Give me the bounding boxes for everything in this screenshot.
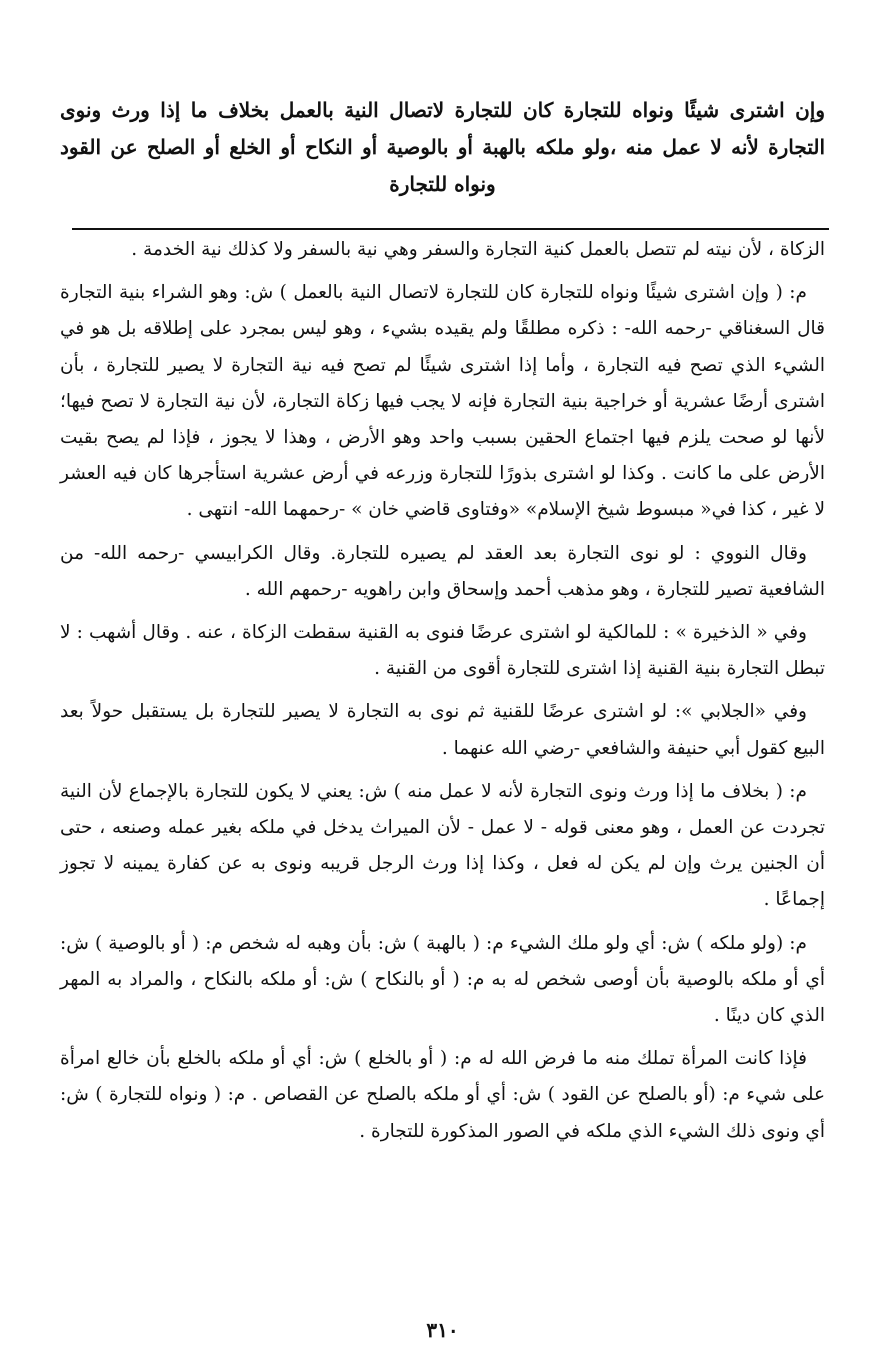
- commentary-paragraph: م: ( بخلاف ما إذا ورث ونوى التجارة لأنه لا عمل منه ) ش: يعني لا يكون للتجارة بالإجماع لأن النية تجردت عن العمل ، وهو معنى قوله - لا عمل - لأن الميراث يدخل في ملكه بغير عمله وصنعه ، حتى أن الجنين يرث وإن لم يكن له فعل ، وكذا إذا ورث الرجل قريبه ونوى به عن كفارة يمينه لا تجوز إجماعًا .: [60, 780, 825, 911]
- commentary-paragraph: م: (ولو ملكه ) ش: أي ولو ملك الشيء م: ( بالهبة ) ش: بأن وهبه له شخص م: ( أو بالوصية ) ش: أي أو ملكه بالوصية بأن أوصى شخص له به م: ( أو بالنكاح ) ش: أو ملكه بالنكاح ، والمراد به المهر الذي كان دينًا .: [60, 932, 825, 1027]
- commentary-paragraph: فإذا كانت المرأة تملك منه ما فرض الله له م: ( أو بالخلع ) ش: أي أو ملكه بالخلع بأن خالع امرأة على شيء م: (أو بالصلح عن القود ) ش: أي أو ملكه بالصلح عن القصاص . م: ( ونواه للتجارة ) ش: أي ونوى ذلك الشيء الذي ملكه في الصور المذكورة للتجارة .: [60, 1048, 825, 1142]
- commentary-paragraph: م: ( وإن اشترى شيئًا ونواه للتجارة كان للتجارة لاتصال النية بالعمل ) ش: وهو الشراء بنية التجارة قال السغناقي -رحمه الله- : ذكره مطلقًا ولم يقيده بشيء ، وهو ليس بمجرد على إطلاقه بل هو في الشيء الذي تصح فيه التجارة ، وأما إذا اشترى شيئًا لم تصح فيه نية التجارة لا يصير للتجارة ، بأن اشترى أرضًا عشرية أو خراجية بنية التجارة فإنه لا يجب فيها زكاة التجارة، لأن نية التجارة لا تصح فيها؛ لأنها لو صحت يلزم فيها اجتماع الحقين بسبب واحد وهو الأرض ، وهذا لا يجوز ، فإذا لم يصح بقيت الأرض على ما كانت . وكذا لو اشترى بذورًا للتجارة وزرعه في أرض عشرية استأجرها كان فيه العشر لا غير ، كذا في« مبسوط شيخ الإسلام» «وفتاوى قاضي خان » -رحمهما الله- انتهى .: [60, 282, 825, 521]
- commentary-paragraph: وفي « الذخيرة » : للمالكية لو اشترى عرضًا فنوى به القنية سقطت الزكاة ، عنه . وقال أشهب : لا تبطل التجارة بنية القنية إذا اشترى للتجارة أقوى من القنية .: [60, 622, 825, 680]
- page-number: ٣١٠: [426, 1318, 459, 1342]
- commentary-paragraph: وقال النووي : لو نوى التجارة بعد العقد لم يصيره للتجارة. وقال الكرابيسي -رحمه الله- من الشافعية تصير للتجارة ، وهو مذهب أحمد وإسحاق وابن راهويه -رحمهم الله .: [60, 542, 825, 600]
- commentary-paragraph: الزكاة ، لأن نيته لم تتصل بالعمل كنية التجارة والسفر وهي نية بالسفر ولا كذلك نية الخدمة .: [131, 239, 825, 260]
- commentary: [60, 232, 825, 1157]
- separator-rule: [72, 228, 829, 230]
- commentary-paragraph: وفي «الجلابي »: لو اشترى عرضًا للقنية ثم نوى به التجارة لا يصير للتجارة بل يستقبل حولاً بعد البيع كقول أبي حنيفة والشافعي -رضي الله عنهما .: [60, 701, 825, 759]
- matn-text: وإن اشترى شيئًا ونواه للتجارة كان للتجارة لاتصال النية بالعمل بخلاف ما إذا ورث ونوى التجارة لأنه لا عمل منه ،ولو ملكه بالهبة أو بالوصية أو النكاح أو الخلع أو الصلح عن القود ونواه للتجارة: [60, 98, 825, 196]
